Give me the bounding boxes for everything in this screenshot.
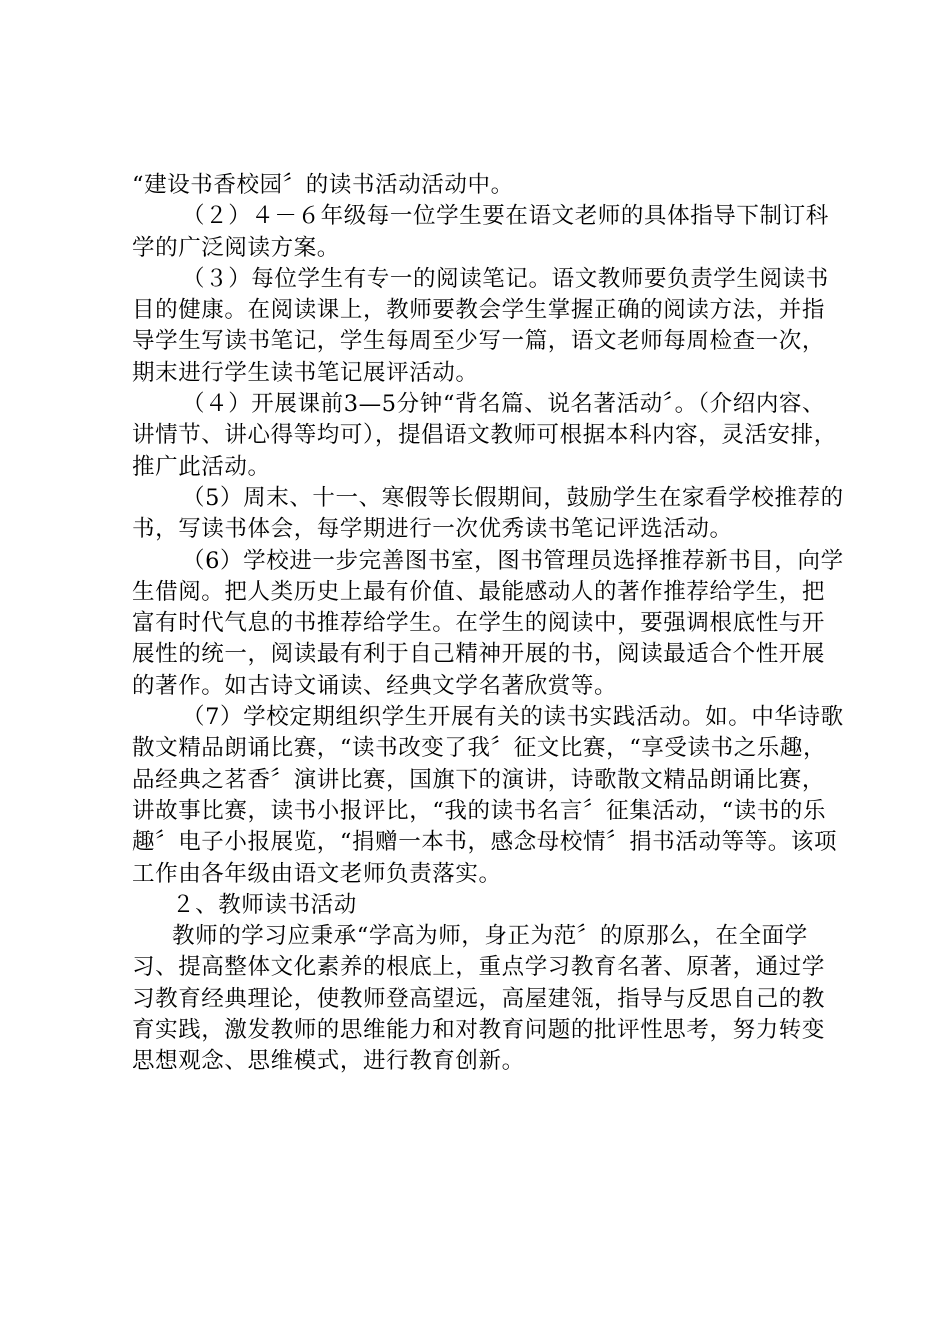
document-body bbox=[132, 170, 847, 1078]
paragraph-teacher-reading: 教师的学习应秉承“学高为师，身正为范〞的原那么，在全面学习、提高整体文化素养的根底上，重点学习教育名著、原著，通过学习教育经典理论，使教师登高望远，高屋建瓴，指导与反思自己的教育实践，激发教师的思维能力和对教育问题的批评性思考，努力转变思想观念、思维模式，进行教育创新。 bbox=[132, 923, 826, 1075]
paragraph-item-3: （３）每位学生有专一的阅读笔记。语文教师要负责学生阅读书目的健康。在阅读课上，教师要教会学生掌握正确的阅读方法，并指导学生写读书笔记，学生每周至少写一篇，语文老师每周检查一次，期末进行学生读书笔记展评活动。 bbox=[132, 265, 829, 386]
paragraph-item-6: （6）学校进一步完善图书室，图书管理员选择推荐新书目，向学生借阅。把人类历史上最有价值、最能感动人的著作推荐给学生，把富有时代气息的书推荐给学生。在学生的阅读中，要强调根底性与开展性的统一，阅读最有利于自己精神开展的书，阅读最适合个性开展的著作。如古诗文诵读、经典文学名著欣赏等。 bbox=[132, 547, 844, 699]
paragraph-item-5: （5）周末、十一、寒假等长假期间，鼓励学生在家看学校推荐的书，写读书体会，每学期进行一次优秀读书笔记评选活动。 bbox=[132, 484, 844, 543]
paragraph-item-4: （４）开展课前3—5分钟“背名篇、说名著活动〞。（介绍内容、讲情节、讲心得等均可），提倡语文教师可根据本科内容，灵活安排，推广此活动。 bbox=[132, 391, 837, 480]
paragraph-item-2: （２）４－６年级每一位学生要在语文老师的具体指导下制订科学的广泛阅读方案。 bbox=[132, 203, 829, 261]
paragraph-item-7: （7）学校定期组织学生开展有关的读书实践活动。如。中华诗歌散文精品朗诵比赛，“读书改变了我〞征文比赛，“享受读书之乐趣，品经典之茗香〞演讲比赛，国旗下的演讲，诗歌散文精品朗诵比赛，讲故事比赛，读书小报评比，“我的读书名言〞征集活动，“读书的乐趣〞电子小报展览，“捐赠一本书，感念母校情〞捐书活动等等。该项工作由各年级由语文老师负责落实。 bbox=[132, 704, 844, 887]
section-heading-teacher-reading: ２、教师读书活动 bbox=[172, 891, 357, 918]
paragraph-intro-continuation: “建设书香校园〞的读书活动活动中。 bbox=[132, 172, 514, 198]
